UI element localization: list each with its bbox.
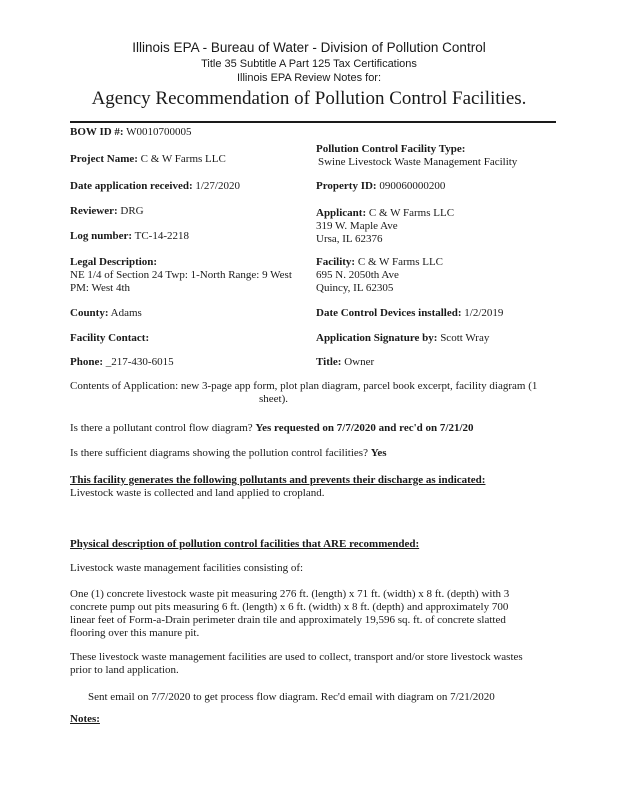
county-label: County: xyxy=(70,307,109,319)
physical-heading-part2: recommended: xyxy=(346,538,420,550)
property-id xyxy=(316,180,445,192)
log-number-label: Log number: xyxy=(70,230,133,242)
physical-heading-part1: Physical description of pollution control facilities that xyxy=(70,538,324,550)
contents-line1: Contents of Application: new 3-page app form, plot plan diagram, parcel book excerpt, facility diagram (1 xyxy=(70,380,538,392)
facility-address-line2: Quincy, IL 62305 xyxy=(316,282,394,294)
pollutants-text: Livestock waste is collected and land applied to cropland. xyxy=(70,487,325,499)
date-installed xyxy=(316,307,503,319)
date-received-value: 1/27/2020 xyxy=(195,180,240,192)
applicant-address-line1: 319 W. Maple Ave xyxy=(316,220,398,232)
phone-value: _217-430-6015 xyxy=(105,356,174,368)
legal-description-line2: PM: West 4th xyxy=(70,282,131,294)
bow-id xyxy=(70,126,192,138)
date-received-label: Date application received: xyxy=(70,180,193,192)
bow-id-value: W0010700005 xyxy=(126,126,192,138)
page-title: Agency Recommendation of Pollution Control Facilities. xyxy=(91,88,527,109)
flow-diagram-question-text: Is there a pollutant control flow diagram? xyxy=(70,422,253,434)
signer-title-label: Title: xyxy=(316,356,342,368)
log-number xyxy=(70,230,189,242)
applicant-label: Applicant: xyxy=(316,207,367,219)
date-installed-label: Date Control Devices installed: xyxy=(316,307,462,319)
application-signature-label: Application Signature by: xyxy=(316,332,438,344)
description-line2: concrete pump out pits measuring 6 ft. (length) x 6 ft. (width) x 8 ft. (depth) and approximately 700 xyxy=(70,601,509,613)
contents-line2: sheet). xyxy=(259,393,289,405)
usage-line2: prior to land application. xyxy=(70,664,179,676)
physical-heading-are: ARE xyxy=(323,538,347,550)
phone-label: Phone: xyxy=(70,356,103,368)
sufficient-diagrams-question xyxy=(70,447,387,459)
log-number-value: TC-14-2218 xyxy=(134,230,189,242)
applicant xyxy=(316,207,454,219)
facility-contact-label: Facility Contact: xyxy=(70,332,150,344)
pollutants-heading: This facility generates the following pollutants and prevents their discharge as indicated: xyxy=(70,474,486,486)
notes-label: Notes: xyxy=(70,713,100,725)
reviewer-value: DRG xyxy=(120,205,144,217)
applicant-address-line2: Ursa, IL 62376 xyxy=(316,233,383,245)
email-note: Sent email on 7/7/2020 to get process flow diagram. Rec'd email with diagram on 7/21/2020 xyxy=(88,691,495,703)
facility-address-line1: 695 N. 2050th Ave xyxy=(316,269,399,281)
reviewer xyxy=(70,205,144,217)
facility xyxy=(316,256,443,268)
facility-type-value: Swine Livestock Waste Management Facility xyxy=(318,156,518,168)
property-id-label: Property ID: xyxy=(316,180,377,192)
date-installed-value: 1/2/2019 xyxy=(464,307,504,319)
signer-title-value: Owner xyxy=(344,356,375,368)
description-line4: flooring over this manure pit. xyxy=(70,627,200,639)
county-value: Adams xyxy=(110,307,142,319)
facilities-intro: Livestock waste management facilities consisting of: xyxy=(70,562,304,574)
usage-line1: These livestock waste management facilities are used to collect, transport and/or store livestock wastes xyxy=(70,651,523,663)
flow-diagram-question xyxy=(70,422,474,434)
application-signature-value: Scott Wray xyxy=(440,332,490,344)
county xyxy=(70,307,142,319)
description-line3: linear feet of Form-a-Drain perimeter drain tile and approximately 19,596 sq. ft. of concrete slatted xyxy=(70,614,506,626)
reviewer-label: Reviewer: xyxy=(70,205,118,217)
sufficient-diagrams-question-text: Is there sufficient diagrams showing the pollution control facilities? xyxy=(70,447,368,459)
project-name-value: C & W Farms LLC xyxy=(140,153,226,165)
phone xyxy=(70,356,174,368)
description-line1: One (1) concrete livestock waste pit measuring 276 ft. (length) x 71 ft. (width) x 8 ft. (depth) with 3 xyxy=(70,588,510,600)
facility-label: Facility: xyxy=(316,256,356,268)
header-title35: Title 35 Subtitle A Part 125 Tax Certifications xyxy=(201,58,417,70)
sufficient-diagrams-answer: Yes xyxy=(370,447,387,459)
title-rule xyxy=(70,121,556,123)
property-id-value: 090060000200 xyxy=(379,180,446,192)
legal-description-label: Legal Description: xyxy=(70,256,158,268)
header-agency: Illinois EPA - Bureau of Water - Division of Pollution Control xyxy=(132,40,486,55)
legal-description-line1: NE 1/4 of Section 24 Twp: 1-North Range: 9 West xyxy=(70,269,292,281)
applicant-name: C & W Farms LLC xyxy=(368,207,455,219)
project-name-label: Project Name: xyxy=(70,153,138,165)
project-name xyxy=(70,153,226,165)
bow-id-label: BOW ID #: xyxy=(70,126,124,138)
date-received xyxy=(70,180,240,192)
physical-description-heading xyxy=(70,538,419,550)
facility-name: C & W Farms LLC xyxy=(357,256,444,268)
facility-type-label: Pollution Control Facility Type: xyxy=(316,143,466,155)
signer-title xyxy=(316,356,374,368)
application-signature xyxy=(316,332,489,344)
header-review-notes: Illinois EPA Review Notes for: xyxy=(236,72,382,84)
flow-diagram-answer: Yes requested on 7/7/2020 and rec'd on 7/21/20 xyxy=(255,422,474,434)
